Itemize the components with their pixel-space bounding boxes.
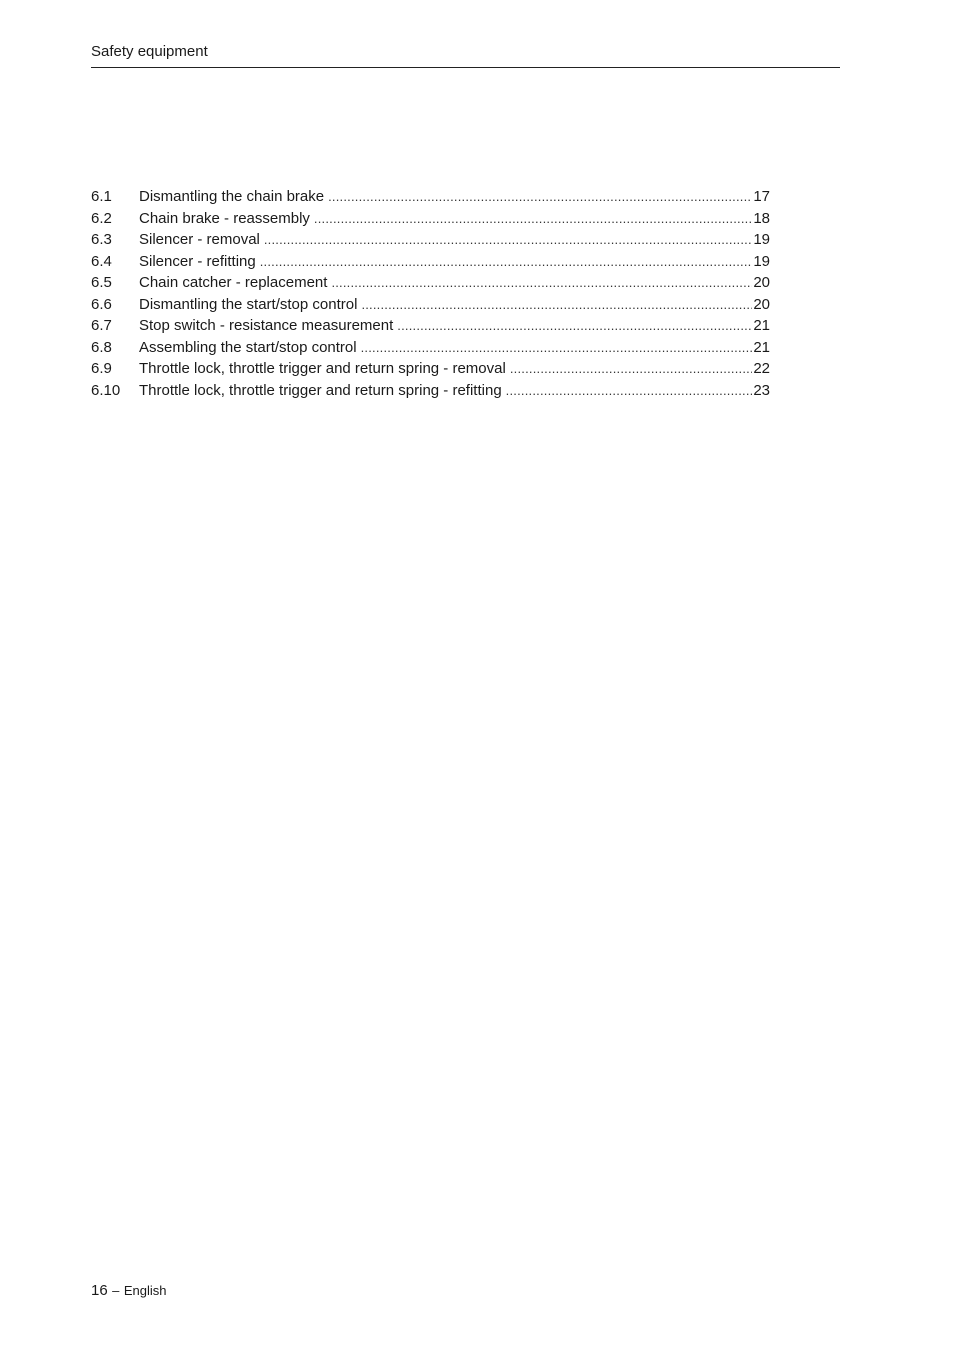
toc-entry-title: Assembling the start/stop control: [139, 338, 357, 356]
footer-page-number: 16: [91, 1282, 108, 1299]
toc-entry-number: 6.3: [91, 231, 112, 248]
toc-entry[interactable]: [91, 208, 770, 230]
toc-entry[interactable]: [91, 186, 770, 208]
table-of-contents: [91, 186, 770, 401]
toc-entry[interactable]: [91, 272, 770, 294]
toc-dot-leader: [331, 272, 752, 294]
toc-entry-number: 6.2: [91, 209, 112, 227]
toc-entry-title: Silencer - refitting: [139, 252, 256, 270]
footer-separator: –: [112, 1283, 120, 1298]
toc-entry-number: 6.1: [91, 188, 112, 205]
toc-dot-leader: [314, 208, 752, 230]
toc-entry-page: 22: [753, 360, 770, 377]
toc-entry[interactable]: [91, 337, 770, 359]
toc-entry-page: 17: [753, 188, 770, 205]
toc-entry-title: Throttle lock, throttle trigger and return spring - refitting: [139, 381, 502, 399]
toc-entry[interactable]: [91, 251, 770, 273]
toc-entry[interactable]: [91, 294, 770, 316]
toc-entry[interactable]: [91, 358, 770, 380]
section-title: Safety equipment: [91, 43, 208, 60]
toc-entry-page: 21: [753, 317, 770, 334]
toc-entry[interactable]: [91, 315, 770, 337]
toc-entry-number: 6.4: [91, 252, 112, 270]
toc-entry-number: 6.9: [91, 360, 112, 377]
toc-dot-leader: [397, 315, 752, 337]
toc-dot-leader: [260, 251, 753, 273]
toc-entry-page: 19: [753, 231, 770, 248]
toc-entry-title: Dismantling the chain brake: [139, 188, 325, 205]
toc-entry-number: 6.7: [91, 317, 112, 334]
toc-dot-leader: [361, 337, 753, 359]
page-header: [91, 42, 840, 68]
toc-entry-title: Throttle lock, throttle trigger and return spring - removal: [139, 360, 506, 377]
toc-entry-page: 20: [753, 295, 770, 313]
toc-entry-page: 19: [753, 252, 770, 270]
toc-entry-title: Chain brake - reassembly: [139, 209, 310, 227]
toc-entry-number: 6.10: [91, 381, 121, 399]
toc-dot-leader: [361, 294, 752, 316]
toc-entry-number: 6.6: [91, 295, 112, 313]
toc-entry-page: 20: [753, 274, 770, 291]
toc-entry-title: Dismantling the start/stop control: [139, 295, 358, 313]
toc-dot-leader: [510, 358, 752, 380]
toc-entry-title: Stop switch - resistance measurement: [139, 317, 394, 334]
page-footer: [91, 1282, 166, 1300]
toc-dot-leader: [264, 229, 752, 251]
toc-dot-leader: [506, 380, 753, 402]
toc-dot-leader: [328, 186, 752, 208]
toc-entry[interactable]: [91, 380, 770, 402]
toc-entry-number: 6.8: [91, 338, 112, 356]
toc-entry[interactable]: [91, 229, 770, 251]
toc-entry-page: 23: [753, 381, 770, 399]
toc-entry-title: Chain catcher - replacement: [139, 274, 328, 291]
toc-entry-title: Silencer - removal: [139, 231, 260, 248]
toc-entry-page: 21: [753, 338, 770, 356]
toc-entry-page: 18: [753, 209, 770, 227]
toc-entry-number: 6.5: [91, 274, 112, 291]
footer-language: English: [123, 1283, 167, 1298]
